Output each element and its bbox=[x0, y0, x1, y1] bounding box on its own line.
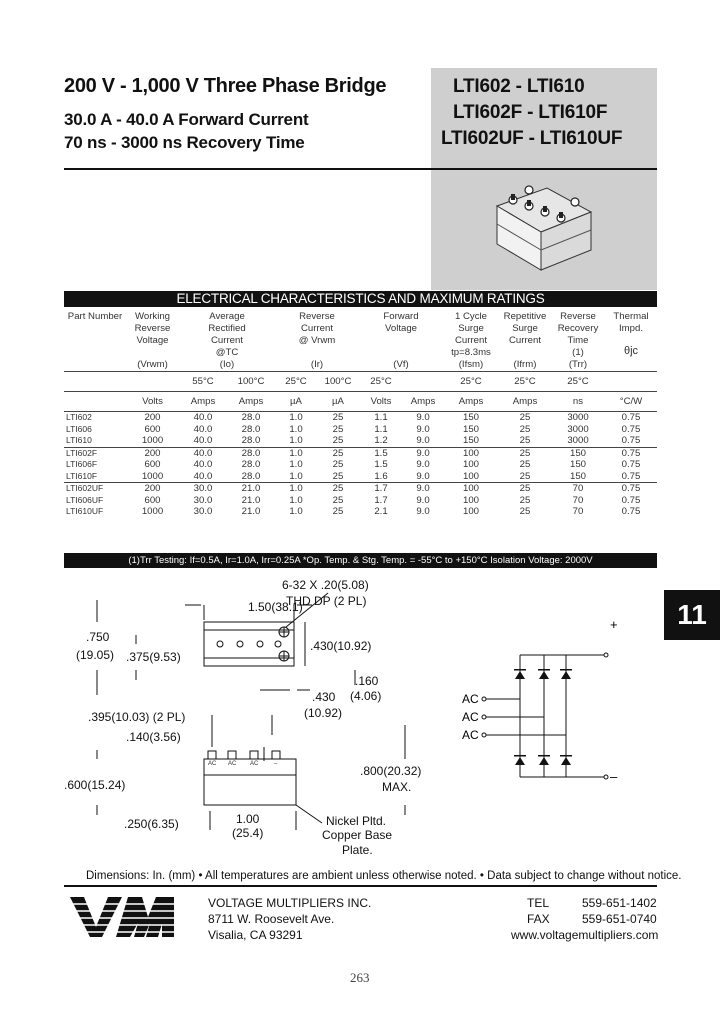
value-cell: 40.0 bbox=[193, 412, 213, 423]
bridge-package-image bbox=[489, 174, 599, 284]
dim-250: .250(6.35) bbox=[124, 817, 179, 831]
value-cell: 25 bbox=[519, 423, 531, 435]
value-cell: 25 bbox=[519, 435, 531, 446]
value-cell: 1.5 bbox=[374, 447, 388, 459]
value-cell: 1.1 bbox=[374, 412, 388, 423]
value-cell: 0.75 bbox=[621, 447, 641, 459]
value-cell: 28.0 bbox=[241, 412, 261, 423]
value-cell: 1.0 bbox=[289, 459, 303, 470]
value-cell: 1.7 bbox=[374, 483, 388, 494]
part-number-cell: LTI606UF bbox=[66, 494, 104, 505]
part-range-standard: LTI602 - LTI610 bbox=[453, 76, 585, 97]
schematic-ac-1: AC bbox=[462, 692, 479, 706]
dim-screw: 6-32 X .20(5.08) bbox=[282, 578, 369, 592]
title-rule bbox=[64, 168, 431, 170]
value-cell: 0.75 bbox=[621, 423, 641, 435]
col-header-io: Average Rectified Current @TC (Io) bbox=[208, 311, 246, 370]
company-address-1: 8711 W. Roosevelt Ave. bbox=[208, 912, 335, 926]
col-header-vf: Forward Voltage (Vf) bbox=[383, 311, 419, 370]
value-cell: 9.0 bbox=[416, 470, 430, 482]
value-cell: 30.0 bbox=[193, 506, 213, 517]
value-cell: 25 bbox=[332, 459, 344, 470]
part-number-cell: LTI602UF bbox=[66, 483, 104, 493]
value-cell: 25 bbox=[332, 483, 344, 494]
dim-430-right: .430(10.92) bbox=[310, 639, 372, 653]
part-number-cell: LTI610UF bbox=[66, 506, 104, 516]
value-cell: 1.1 bbox=[374, 423, 388, 435]
value-cell: 25 bbox=[332, 506, 344, 517]
value-cell: 9.0 bbox=[416, 506, 430, 517]
value-cell: 0.75 bbox=[621, 435, 641, 446]
value-cell: 100 bbox=[462, 459, 479, 470]
table-row bbox=[64, 412, 657, 424]
section-tab: 11 bbox=[664, 590, 720, 640]
value-cell: 0.75 bbox=[621, 483, 641, 494]
website-link[interactable]: www.voltagemultipliers.com bbox=[511, 928, 659, 942]
dim-750-mm: (19.05) bbox=[76, 648, 115, 662]
spec-table bbox=[64, 308, 657, 518]
value-cell: 150 bbox=[462, 412, 479, 423]
value-cell: 30.0 bbox=[193, 494, 213, 506]
part-number-cell: LTI602F bbox=[66, 447, 98, 458]
value-cell: 3000 bbox=[567, 423, 589, 435]
pin-label: AC bbox=[228, 761, 237, 767]
company-name: VOLTAGE MULTIPLIERS INC. bbox=[208, 896, 372, 910]
pin-label: AC bbox=[208, 761, 217, 767]
value-cell: 150 bbox=[569, 470, 586, 482]
value-cell: 25 bbox=[519, 470, 531, 482]
dim-430: .430 bbox=[312, 690, 336, 704]
dim-width: 1.50(38.1) bbox=[248, 600, 303, 614]
value-cell: 40.0 bbox=[193, 423, 213, 435]
value-cell: 1.0 bbox=[289, 506, 303, 517]
dimensions-note: Dimensions: In. (mm) • All temperatures are ambient unless otherwise noted. • Data subject to change without notice. bbox=[86, 870, 682, 882]
base-note-3: Plate. bbox=[342, 843, 373, 857]
value-cell: 9.0 bbox=[416, 447, 430, 459]
value-cell: 28.0 bbox=[241, 470, 261, 482]
value-cell: 25 bbox=[519, 494, 531, 506]
table-row bbox=[64, 483, 657, 495]
value-cell: 1000 bbox=[141, 506, 164, 517]
value-cell: 600 bbox=[144, 423, 161, 435]
value-cell: 21.0 bbox=[241, 483, 261, 494]
value-cell: 1000 bbox=[141, 470, 164, 482]
dim-100-mm: (25.4) bbox=[232, 826, 264, 840]
schematic-plus: + bbox=[610, 617, 618, 632]
table-row bbox=[64, 495, 657, 507]
schematic-ac-2: AC bbox=[462, 710, 479, 724]
value-cell: 25 bbox=[332, 435, 344, 446]
dim-thread: THD DP (2 PL) bbox=[286, 594, 367, 608]
fax-number: 559-651-0740 bbox=[582, 912, 657, 926]
part-number-panel bbox=[431, 68, 657, 290]
value-cell: 25 bbox=[332, 447, 344, 459]
dim-375: .375(9.53) bbox=[126, 650, 181, 664]
value-cell: 21.0 bbox=[241, 494, 261, 506]
value-cell: 200 bbox=[144, 483, 161, 494]
dim-750: .750 bbox=[86, 630, 110, 644]
value-cell: 28.0 bbox=[241, 423, 261, 435]
table-row bbox=[64, 459, 657, 471]
base-note-1: Nickel Pltd. bbox=[326, 814, 387, 828]
value-cell: 25 bbox=[519, 506, 531, 517]
value-cell: 28.0 bbox=[241, 459, 261, 470]
table-row bbox=[64, 471, 657, 483]
value-cell: 1.0 bbox=[289, 423, 303, 435]
units-row: Volts Amps Amps µA µA Volts Amps Amps Amps ns °C/W bbox=[64, 392, 657, 412]
dim-140: .140(3.56) bbox=[126, 730, 181, 744]
value-cell: 150 bbox=[462, 435, 479, 446]
value-cell: 9.0 bbox=[416, 435, 430, 446]
col-header-ir: Reverse Current @ Vrwm (Ir) bbox=[298, 311, 336, 370]
value-cell: 1.0 bbox=[289, 470, 303, 482]
value-cell: 1.7 bbox=[374, 494, 388, 506]
value-cell: 100 bbox=[462, 447, 479, 459]
value-cell: 3000 bbox=[567, 412, 589, 423]
value-cell: 28.0 bbox=[241, 447, 261, 459]
part-number-cell: LTI602 bbox=[66, 412, 92, 422]
part-number-cell: LTI606F bbox=[66, 459, 98, 469]
value-cell: 1.2 bbox=[374, 435, 388, 446]
value-cell: 150 bbox=[569, 447, 586, 459]
value-cell: 200 bbox=[144, 412, 161, 423]
value-cell: 1.0 bbox=[289, 435, 303, 446]
value-cell: 40.0 bbox=[193, 470, 213, 482]
value-cell: 25 bbox=[332, 470, 344, 482]
value-cell: 25 bbox=[519, 483, 531, 494]
page-number: 263 bbox=[350, 970, 370, 985]
value-cell: 100 bbox=[462, 494, 479, 506]
company-address-2: Visalia, CA 93291 bbox=[208, 928, 303, 942]
value-cell: 9.0 bbox=[416, 423, 430, 435]
part-range-ultrafast: LTI602UF - LTI610UF bbox=[441, 128, 623, 149]
table-row bbox=[64, 447, 657, 459]
value-cell: 9.0 bbox=[416, 459, 430, 470]
value-cell: 70 bbox=[572, 506, 584, 517]
value-cell: 0.75 bbox=[621, 470, 641, 482]
dim-100: 1.00 bbox=[236, 812, 260, 826]
value-cell: 0.75 bbox=[621, 459, 641, 470]
fax-label: FAX bbox=[527, 912, 550, 926]
col-header-trr: Reverse Recovery Time (1) (Trr) bbox=[557, 311, 599, 370]
value-cell: 1.0 bbox=[289, 494, 303, 506]
dim-600: .600(15.24) bbox=[64, 778, 126, 792]
value-cell: 2.1 bbox=[374, 506, 388, 517]
table-banner: ELECTRICAL CHARACTERISTICS AND MAXIMUM RATINGS bbox=[64, 291, 657, 307]
value-cell: 70 bbox=[572, 483, 584, 494]
value-cell: 1.6 bbox=[374, 470, 388, 482]
dim-160: .160 bbox=[355, 674, 379, 688]
value-cell: 9.0 bbox=[416, 494, 430, 506]
value-cell: 25 bbox=[519, 412, 531, 423]
part-range-fast: LTI602F - LTI610F bbox=[453, 102, 608, 123]
temp-row: 55°C 100°C 25°C 100°C 25°C 25°C 25°C 25°C bbox=[64, 372, 657, 392]
subtitle-recovery: 70 ns - 3000 ns Recovery Time bbox=[64, 133, 305, 152]
value-cell: 30.0 bbox=[193, 483, 213, 494]
page-title: 200 V - 1,000 V Three Phase Bridge bbox=[64, 75, 387, 97]
value-cell: 1.0 bbox=[289, 447, 303, 459]
value-cell: 9.0 bbox=[416, 412, 430, 423]
value-cell: 25 bbox=[519, 459, 531, 470]
pin-label: – bbox=[274, 761, 278, 767]
subtitle-current: 30.0 A - 40.0 A Forward Current bbox=[64, 110, 309, 129]
value-cell: 600 bbox=[144, 494, 161, 506]
value-cell: 150 bbox=[569, 459, 586, 470]
value-cell: 40.0 bbox=[193, 459, 213, 470]
col-header-part: Part Number bbox=[67, 311, 123, 322]
bridge-schematic bbox=[460, 615, 630, 790]
pin-label: AC bbox=[250, 761, 259, 767]
value-cell: 9.0 bbox=[416, 483, 430, 494]
value-cell: 70 bbox=[572, 494, 584, 506]
tel-label: TEL bbox=[527, 896, 550, 910]
schematic-minus: – bbox=[610, 769, 618, 784]
dim-430-mm: (10.92) bbox=[304, 706, 343, 720]
base-note-2: Copper Base bbox=[322, 828, 393, 842]
part-number-cell: LTI610F bbox=[66, 470, 98, 481]
value-cell: 25 bbox=[519, 447, 531, 459]
col-header-vrwm: Working Reverse Voltage (Vrwm) bbox=[134, 311, 171, 370]
dim-800-max: MAX. bbox=[382, 780, 412, 794]
value-cell: 1000 bbox=[141, 435, 164, 446]
table-row bbox=[64, 506, 657, 518]
value-cell: 1.0 bbox=[289, 483, 303, 494]
value-cell: 3000 bbox=[567, 435, 589, 446]
value-cell: 28.0 bbox=[241, 435, 261, 446]
value-cell: 1.0 bbox=[289, 412, 303, 423]
dim-800: .800(20.32) bbox=[360, 764, 422, 778]
value-cell: 600 bbox=[144, 459, 161, 470]
value-cell: 100 bbox=[462, 483, 479, 494]
schematic-ac-3: AC bbox=[462, 728, 479, 742]
value-cell: 25 bbox=[332, 412, 344, 423]
value-cell: 100 bbox=[462, 506, 479, 517]
part-number-cell: LTI606 bbox=[66, 423, 92, 434]
value-cell: 40.0 bbox=[193, 447, 213, 459]
tel-number: 559-651-1402 bbox=[582, 896, 657, 910]
dim-160-mm: (4.06) bbox=[350, 689, 382, 703]
col-header-theta: Thermal Impd. θjc bbox=[613, 311, 649, 357]
part-number-cell: LTI610 bbox=[66, 435, 92, 445]
value-cell: 1.5 bbox=[374, 459, 388, 470]
value-cell: 40.0 bbox=[193, 435, 213, 446]
value-cell: 200 bbox=[144, 447, 161, 459]
panel-rule bbox=[431, 168, 657, 170]
col-header-ifsm: 1 Cycle Surge Current tp=8.3ms (Ifsm) bbox=[451, 311, 491, 370]
table-footnote: (1)Trr Testing: If=0.5A, Ir=1.0A, Irr=0.25A *Op. Temp. & Stg. Temp. = -55°C to +150°C Isolation Voltage: 2000V bbox=[64, 553, 657, 568]
value-cell: 0.75 bbox=[621, 412, 641, 423]
col-header-ifrm: Repetitive Surge Current (Ifrm) bbox=[503, 311, 547, 370]
dimension-drawing bbox=[60, 575, 430, 865]
value-cell: 0.75 bbox=[621, 494, 641, 506]
value-cell: 0.75 bbox=[621, 506, 641, 517]
value-cell: 25 bbox=[332, 494, 344, 506]
value-cell: 25 bbox=[332, 423, 344, 435]
value-cell: 21.0 bbox=[241, 506, 261, 517]
table-row bbox=[64, 435, 657, 447]
footer-rule bbox=[64, 885, 657, 887]
dim-395: .395(10.03) (2 PL) bbox=[88, 710, 186, 724]
value-cell: 150 bbox=[462, 423, 479, 435]
table-row bbox=[64, 424, 657, 436]
value-cell: 100 bbox=[462, 470, 479, 482]
vmi-logo bbox=[66, 893, 178, 939]
